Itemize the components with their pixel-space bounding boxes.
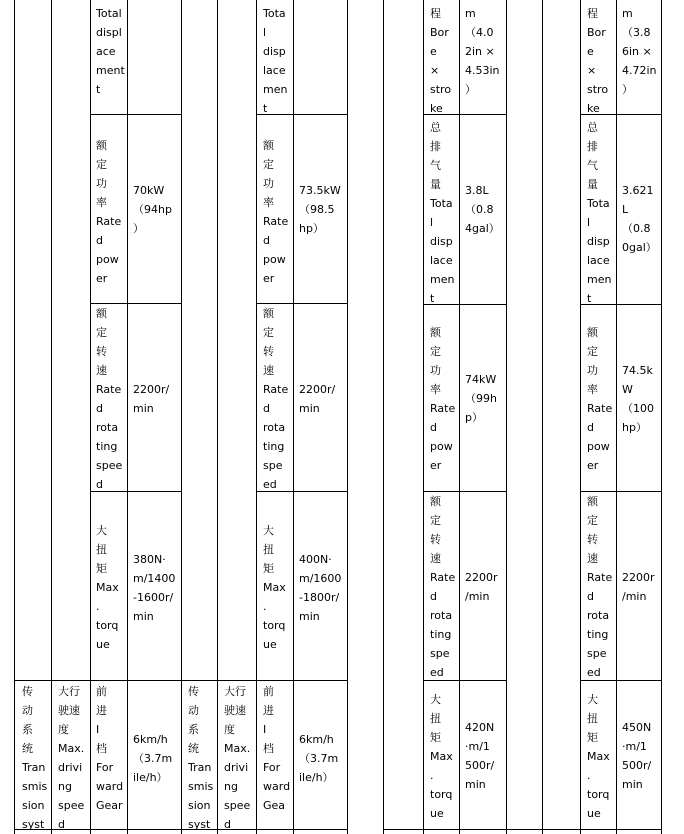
c1-maxspeed-label: 大行 驶速 度 Max. drivi ng spee d <box>58 685 85 831</box>
c2-speed-value: 2200r/ min <box>299 383 336 415</box>
table-border-vertical <box>90 0 91 834</box>
table-border-vertical <box>423 0 424 834</box>
table-border-vertical <box>347 0 348 834</box>
c4-speed-value: 2200r /min <box>622 571 655 603</box>
c2-system-label: 传 动 系 统 Tran smis sion syst <box>188 685 214 831</box>
table-border-vertical <box>506 0 507 834</box>
c3-speed-value: 2200r /min <box>465 571 498 603</box>
table-border-vertical <box>217 0 218 834</box>
c1-gear-label: 前 进 I 档 For ward Gear <box>96 685 124 812</box>
table-border-vertical <box>580 0 581 834</box>
table-border-vertical <box>14 0 15 834</box>
c2-speed-label: 额 定 转 速 Rate d rota ting spe ed <box>263 307 289 491</box>
c1-speed-value: 2200r/ min <box>133 383 170 415</box>
table-border-vertical <box>459 0 460 834</box>
c1-displacement-label: Total displ ace ment t <box>96 7 125 96</box>
table-border-vertical <box>51 0 52 834</box>
c3-torque-value: 420N ·m/1 500r/ min <box>465 721 495 791</box>
c4-bore-label: 程 Bor e × stro ke <box>587 7 609 115</box>
table-border-horizontal <box>181 680 348 681</box>
c2-displacement-label: Tota l disp lace men t <box>263 7 288 115</box>
c2-power-label: 额 定 功 率 Rate d pow er <box>263 139 289 285</box>
c4-displacement-label: 总 排 气 量 Tota l disp lace men t <box>587 121 612 305</box>
c2-torque-value: 400N· m/1600 -1800r/ min <box>299 553 342 623</box>
c1-power-label: 额 定 功 率 Rate d pow er <box>96 139 122 285</box>
c2-power-value: 73.5kW （98.5 hp） <box>299 184 341 235</box>
c3-power-label: 额 定 功 率 Rate d pow er <box>430 326 456 472</box>
c2-gear-value: 6km/h （3.7m ile/h） <box>299 733 339 784</box>
c4-torque-value: 450N ·m/1 500r/ min <box>622 721 652 791</box>
c4-bore-value: m （3.8 6in × 4.72in ） <box>622 7 657 96</box>
table-border-vertical <box>181 0 182 834</box>
c3-displacement-label: 总 排 气 量 Tota l disp lace men t <box>430 121 455 305</box>
c1-power-value: 70kW （94hp ） <box>133 184 172 235</box>
c2-torque-label: 大 扭 矩 Max . torq ue <box>263 524 286 651</box>
c1-system-label: 传 动 系 统 Tran smis sion syst <box>22 685 48 831</box>
table-border-vertical <box>661 0 662 834</box>
c1-torque-value: 380N· m/1400 -1600r/ min <box>133 553 176 623</box>
c1-torque-label: 大 扭 矩 Max . torq ue <box>96 524 119 651</box>
c4-displacement-value: 3.621 L （0.8 0gal） <box>622 184 657 254</box>
table-border-vertical <box>616 0 617 834</box>
c1-speed-label: 额 定 转 速 Rate d rota ting spee d <box>96 307 123 491</box>
c4-power-value: 74.5k W （100 hp） <box>622 364 654 434</box>
c3-power-value: 74kW （99h p） <box>465 373 497 424</box>
table-border-vertical <box>383 0 384 834</box>
c1-gear-value: 6km/h （3.7m ile/h） <box>133 733 173 784</box>
c2-maxspeed-label: 大行 驶速 度 Max. drivi ng spee d <box>224 685 251 831</box>
c3-bore-label: 程 Bor e × stro ke <box>430 7 452 115</box>
c2-gear-label: 前 进 I 档 For ward Gea <box>263 685 291 812</box>
c4-speed-label: 额 定 转 速 Rate d rota ting spe ed <box>587 495 613 679</box>
table-border-vertical <box>542 0 543 834</box>
table-border-horizontal <box>90 114 182 115</box>
c3-speed-label: 额 定 转 速 Rate d rota ting spe ed <box>430 495 456 679</box>
table-border-vertical <box>127 0 128 834</box>
c4-torque-label: 大 扭 矩 Max . torq ue <box>587 693 610 820</box>
table-border-horizontal <box>14 680 182 681</box>
c4-power-label: 额 定 功 率 Rate d pow er <box>587 326 613 472</box>
c3-torque-label: 大 扭 矩 Max . torq ue <box>430 693 453 820</box>
c3-bore-value: m （4.0 2in × 4.53in ） <box>465 7 500 96</box>
table-border-horizontal <box>383 829 662 830</box>
table-border-vertical <box>293 0 294 834</box>
table-border-vertical <box>256 0 257 834</box>
c3-displacement-value: 3.8L （0.8 4gal） <box>465 184 500 235</box>
